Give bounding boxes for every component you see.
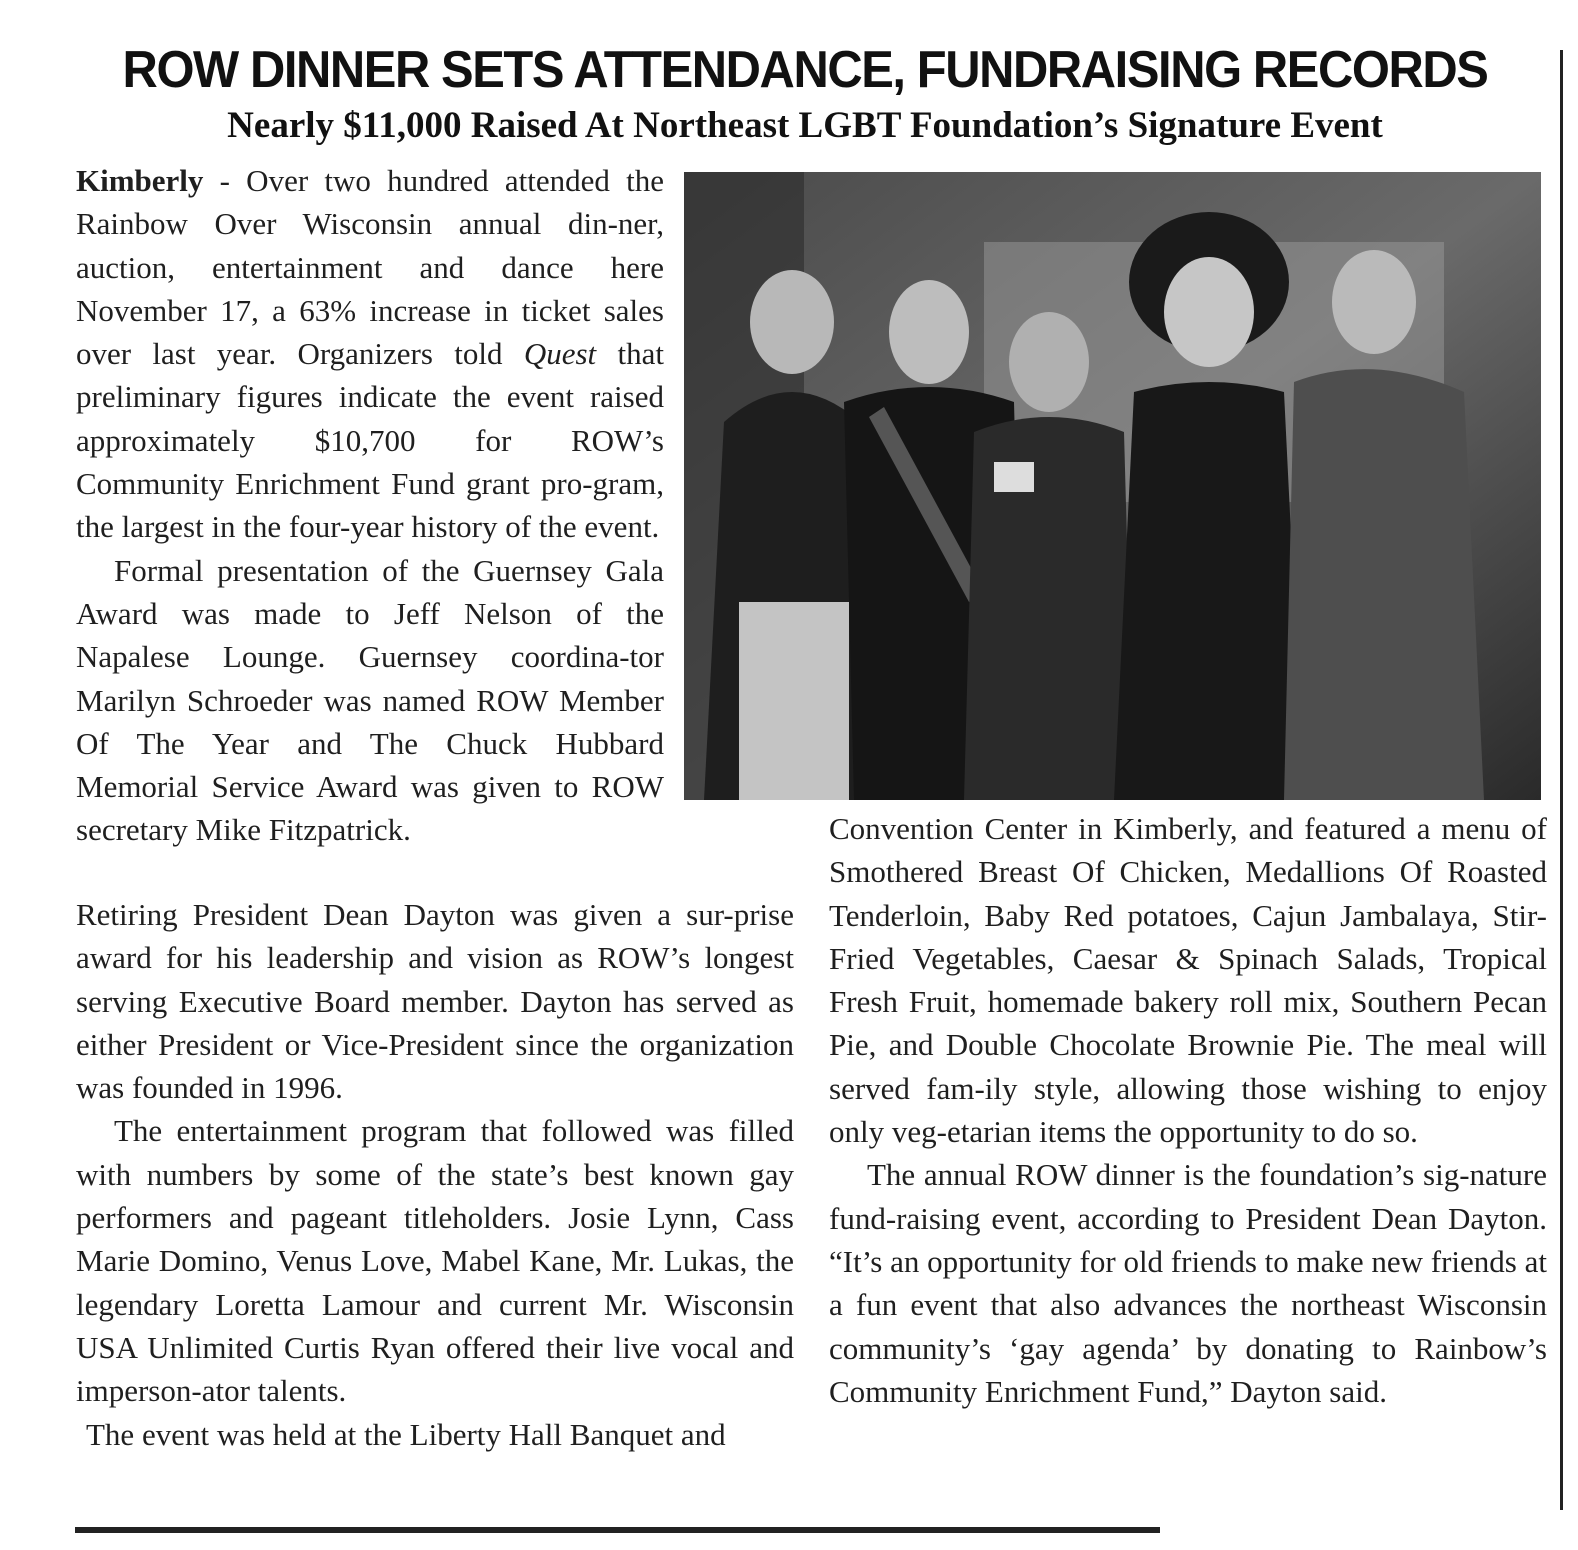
paragraph-1-text-a: - Over two hundred attended the Rainbow Over Wisconsin annual din-ner, auction, entertainment and dance here November 17, a 63% increase in ticket sales over last year. Organizers told xyxy=(76,163,664,372)
paragraph-5-continued: Convention Center in Kimberly, and featured a menu of Smothered Breast Of Chicken, Medallions Of Roasted Tenderloin, Baby Red potatoes, Cajun Jambalaya, Stir-Fried Vegetables, Caesar & Spinach Salads, Tropical Fresh Fruit, homemade bakery roll mix, Southern Pecan Pie, and Double Chocolate Brownie Pie. The meal will served fam-ily style, allowing those wishing to enjoy only veg-etarian items the opportunity to do so. xyxy=(829,811,1547,1150)
paragraph-1-text-b: that preliminary figures indicate the event raised approximately $10,700 for ROW’s Community Enrichment Fund grant pro-gram, the largest in the four-year history of the event. xyxy=(76,336,664,545)
paragraph-5-start: The event was held at the Liberty Hall Banquet and xyxy=(86,1416,726,1452)
group-photo-illustration xyxy=(684,172,1541,800)
paragraph-2: Formal presentation of the Guernsey Gala Award was made to Jeff Nelson of the Napalese Lounge. Guernsey coordina-tor Marilyn Schroeder was named ROW Member Of The Year and The Chuck Hubbard Memorial Service Award was given to ROW secretary Mike Fitzpatrick. xyxy=(76,552,664,848)
article-subheadline: Nearly $11,000 Raised At Northeast LGBT Foundation’s Signature Event xyxy=(227,105,1383,146)
person-4 xyxy=(1114,212,1304,800)
dateline: Kimberly xyxy=(76,163,204,198)
paragraph-1 xyxy=(76,159,664,549)
page-rule-bottom xyxy=(75,1527,1160,1533)
article-column-right xyxy=(829,807,1547,1413)
article-column-left-bottom xyxy=(76,893,794,1456)
article-column-left-top xyxy=(76,159,664,852)
paragraph-3: Retiring President Dean Dayton was given a sur-prise award for his leadership and vision as ROW’s longest serving Executive Board member. Dayton has served as either President or Vice-President since the organization was founded in 1996. xyxy=(76,897,794,1106)
article-headline: ROW DINNER SETS ATTENDANCE, FUNDRAISING RECORDS xyxy=(122,41,1488,99)
column-rule-right xyxy=(1560,50,1563,1510)
publication-name: Quest xyxy=(523,336,597,372)
paragraph-4: The entertainment program that followed was filled with numbers by some of the state’s best known gay performers and pageant titleholders. Josie Lynn, Cass Marie Domino, Venus Love, Mabel Kane, Mr. Lukas, the legendary Loretta Lamour and current Mr. Wisconsin USA Unlimited Curtis Ryan offered their live vocal and imperson-ator talents. xyxy=(76,1113,794,1409)
event-photo xyxy=(684,172,1541,800)
paragraph-6: The annual ROW dinner is the foundation’s sig-nature fund-raising event, according to President Dean Dayton. “It’s an opportunity for old friends to make new friends at a fun event that also advances the northeast Wisconsin community’s ‘gay agenda’ by donating to Rainbow’s Community Enrichment Fund,” Dayton said. xyxy=(829,1157,1547,1409)
